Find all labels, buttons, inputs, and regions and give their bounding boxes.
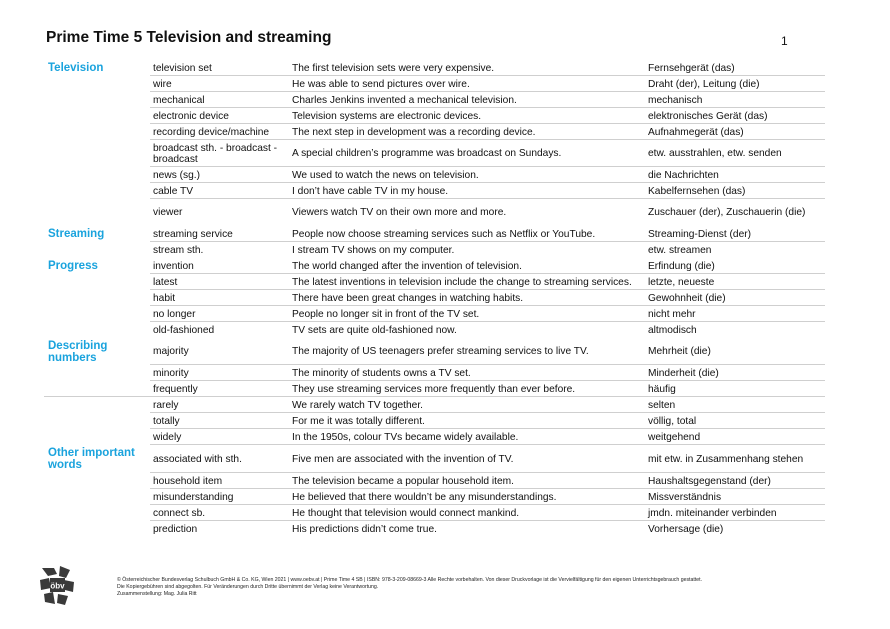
english-term: stream sth. bbox=[153, 244, 204, 256]
example-sentence: They use streaming services more frequently than ever before. bbox=[292, 383, 576, 395]
german-translation: Aufnahmegerät (das) bbox=[648, 126, 744, 138]
category-label-television: Television bbox=[48, 62, 104, 74]
german-translation: mechanisch bbox=[648, 94, 703, 106]
german-translation: letzte, neueste bbox=[648, 276, 715, 288]
english-term: connect sb. bbox=[153, 507, 206, 519]
german-translation: Erfindung (die) bbox=[648, 260, 715, 272]
example-sentence: The first television sets were very expensive. bbox=[292, 62, 495, 74]
table-row bbox=[44, 338, 825, 365]
page-number: 1 bbox=[781, 34, 788, 48]
example-sentence: Viewers watch TV on their own more and more. bbox=[292, 207, 507, 218]
example-sentence: The latest inventions in television include the change to streaming services. bbox=[292, 276, 632, 288]
example-sentence: The next step in development was a recording device. bbox=[292, 126, 536, 138]
english-term: news (sg.) bbox=[153, 169, 200, 181]
example-sentence: I stream TV shows on my computer. bbox=[292, 244, 455, 256]
english-term: associated with sth. bbox=[153, 453, 242, 465]
english-term: streaming service bbox=[153, 228, 233, 240]
table-row bbox=[44, 76, 825, 92]
example-sentence: We used to watch the news on television. bbox=[292, 169, 479, 181]
german-translation: etw. streamen bbox=[648, 244, 712, 256]
table-row bbox=[44, 242, 825, 258]
table-row bbox=[44, 306, 825, 322]
german-translation: Haushaltsgegenstand (der) bbox=[648, 475, 771, 487]
table-row bbox=[44, 274, 825, 290]
category-label-describing-numbers: Describing numbers bbox=[48, 339, 108, 364]
example-sentence: For me it was totally different. bbox=[292, 415, 425, 427]
english-term: totally bbox=[153, 415, 180, 427]
table-row bbox=[44, 290, 825, 306]
footer bbox=[117, 577, 702, 599]
english-term: misunderstanding bbox=[153, 491, 234, 503]
german-translation: nicht mehr bbox=[648, 308, 696, 320]
example-sentence: The world changed after the invention of television. bbox=[292, 260, 522, 272]
example-sentence: Five men are associated with the invention of TV. bbox=[292, 453, 514, 465]
english-term: no longer bbox=[153, 308, 196, 320]
english-term: latest bbox=[153, 276, 178, 288]
example-sentence: I don’t have cable TV in my house. bbox=[292, 185, 449, 197]
table-row bbox=[44, 60, 825, 76]
german-translation: Zuschauer (der), Zuschauerin (die) bbox=[648, 207, 806, 218]
german-translation: häufig bbox=[648, 383, 676, 395]
category-label-other-important-words: Other important words bbox=[48, 447, 135, 471]
example-sentence: People no longer sit in front of the TV set. bbox=[292, 308, 480, 320]
english-term: rarely bbox=[153, 399, 179, 411]
example-sentence: He thought that television would connect mankind. bbox=[292, 507, 520, 519]
category-label-streaming: Streaming bbox=[48, 228, 105, 240]
english-term: invention bbox=[153, 260, 194, 272]
english-term: electronic device bbox=[153, 110, 229, 122]
table-row bbox=[44, 183, 825, 199]
footer-compiler: Zusammenstellung: Mag. Julia Ritt bbox=[117, 591, 197, 598]
table-row bbox=[44, 429, 825, 445]
german-translation: die Nachrichten bbox=[648, 169, 719, 181]
english-term: widely bbox=[153, 431, 182, 443]
german-translation: altmodisch bbox=[648, 324, 697, 336]
table-row bbox=[44, 445, 825, 473]
english-term: broadcast sth. - broadcast - broadcast bbox=[153, 142, 278, 165]
english-term: household item bbox=[153, 475, 223, 487]
example-sentence: The minority of students owns a TV set. bbox=[292, 367, 471, 379]
german-translation: Mehrheit (die) bbox=[648, 346, 711, 357]
english-term: viewer bbox=[153, 207, 183, 218]
table-row bbox=[44, 473, 825, 489]
german-translation: Streaming-Dienst (der) bbox=[648, 228, 752, 240]
table-row bbox=[44, 258, 825, 274]
german-translation: elektronisches Gerät (das) bbox=[648, 110, 768, 122]
german-translation: Minderheit (die) bbox=[648, 367, 719, 379]
german-translation: Missverständnis bbox=[648, 491, 722, 503]
english-term: cable TV bbox=[153, 185, 194, 197]
example-sentence: He was able to send pictures over wire. bbox=[292, 78, 470, 90]
english-term: majority bbox=[153, 346, 189, 357]
table-row bbox=[44, 108, 825, 124]
english-term: wire bbox=[153, 78, 172, 90]
table-row bbox=[44, 489, 825, 505]
table-row bbox=[44, 365, 825, 381]
german-translation: Kabelfernsehen (das) bbox=[648, 185, 746, 197]
german-translation: selten bbox=[648, 399, 676, 411]
english-term: habit bbox=[153, 292, 176, 304]
english-term: frequently bbox=[153, 383, 198, 395]
english-term: old-fashioned bbox=[153, 324, 215, 336]
vocabulary-table bbox=[44, 60, 825, 537]
english-term: minority bbox=[153, 367, 189, 379]
english-term: prediction bbox=[153, 523, 198, 535]
example-sentence: The television became a popular household item. bbox=[292, 475, 514, 487]
example-sentence: TV sets are quite old-fashioned now. bbox=[292, 324, 457, 336]
logo-text: öbv bbox=[50, 581, 65, 591]
german-translation: jmdn. miteinander verbinden bbox=[648, 507, 777, 519]
publisher-logo-icon bbox=[38, 566, 76, 606]
german-translation: etw. ausstrahlen, etw. senden bbox=[648, 148, 782, 159]
table-row bbox=[44, 167, 825, 183]
german-translation: Draht (der), Leitung (die) bbox=[648, 78, 760, 90]
example-sentence: In the 1950s, colour TVs became widely available. bbox=[292, 431, 519, 443]
german-translation: völlig, total bbox=[648, 415, 697, 427]
table-row bbox=[44, 92, 825, 108]
category-label-progress: Progress bbox=[48, 260, 98, 272]
example-sentence: The majority of US teenagers prefer streaming services to live TV. bbox=[292, 346, 589, 357]
example-sentence: His predictions didn’t come true. bbox=[292, 523, 437, 535]
page-title: Prime Time 5 Television and streaming bbox=[46, 29, 332, 46]
table-row bbox=[44, 521, 825, 537]
table-row bbox=[44, 140, 825, 167]
german-translation: Fernsehgerät (das) bbox=[648, 62, 735, 74]
english-term: recording device/machine bbox=[153, 126, 270, 138]
example-sentence: We rarely watch TV together. bbox=[292, 399, 423, 411]
german-translation: weitgehend bbox=[648, 431, 701, 443]
german-translation: Gewohnheit (die) bbox=[648, 292, 726, 304]
example-sentence: There have been great changes in watching habits. bbox=[292, 292, 524, 304]
table-row bbox=[44, 381, 825, 397]
example-sentence: Television systems are electronic devices. bbox=[292, 110, 482, 122]
english-term: television set bbox=[153, 62, 212, 74]
table-row bbox=[44, 397, 825, 413]
german-translation: Vorhersage (die) bbox=[648, 523, 724, 535]
example-sentence: He believed that there wouldn’t be any misunderstandings. bbox=[292, 491, 557, 503]
example-sentence: A special children’s programme was broadcast on Sundays. bbox=[292, 148, 562, 159]
table-row bbox=[44, 505, 825, 521]
table-row bbox=[44, 322, 825, 338]
example-sentence: Charles Jenkins invented a mechanical television. bbox=[292, 94, 517, 106]
example-sentence: People now choose streaming services such as Netflix or YouTube. bbox=[292, 228, 596, 240]
table-row bbox=[44, 199, 825, 226]
english-term: mechanical bbox=[153, 94, 205, 106]
table-row bbox=[44, 226, 825, 242]
footer-fees-note: Die Kopiergebühren sind abgegolten. Für Veränderungen durch Dritte übernimmt der Verlag keine Verantwortung. bbox=[117, 584, 379, 591]
german-translation: mit etw. in Zusammenhang stehen bbox=[648, 453, 804, 465]
table-row bbox=[44, 413, 825, 429]
table-row bbox=[44, 124, 825, 140]
footer-copyright: © Österreichischer Bundesverlag Schulbuch GmbH & Co. KG, Wien 2021 | www.oebv.at | Prime Time 4 SB | ISBN: 978-3-209-08669-3 Alle Rechte vorbehalten. Von dieser Druckvorlage ist die Vervielfältigung für den eigenen Unterrichtsgebrauch gestattet. bbox=[117, 577, 703, 583]
